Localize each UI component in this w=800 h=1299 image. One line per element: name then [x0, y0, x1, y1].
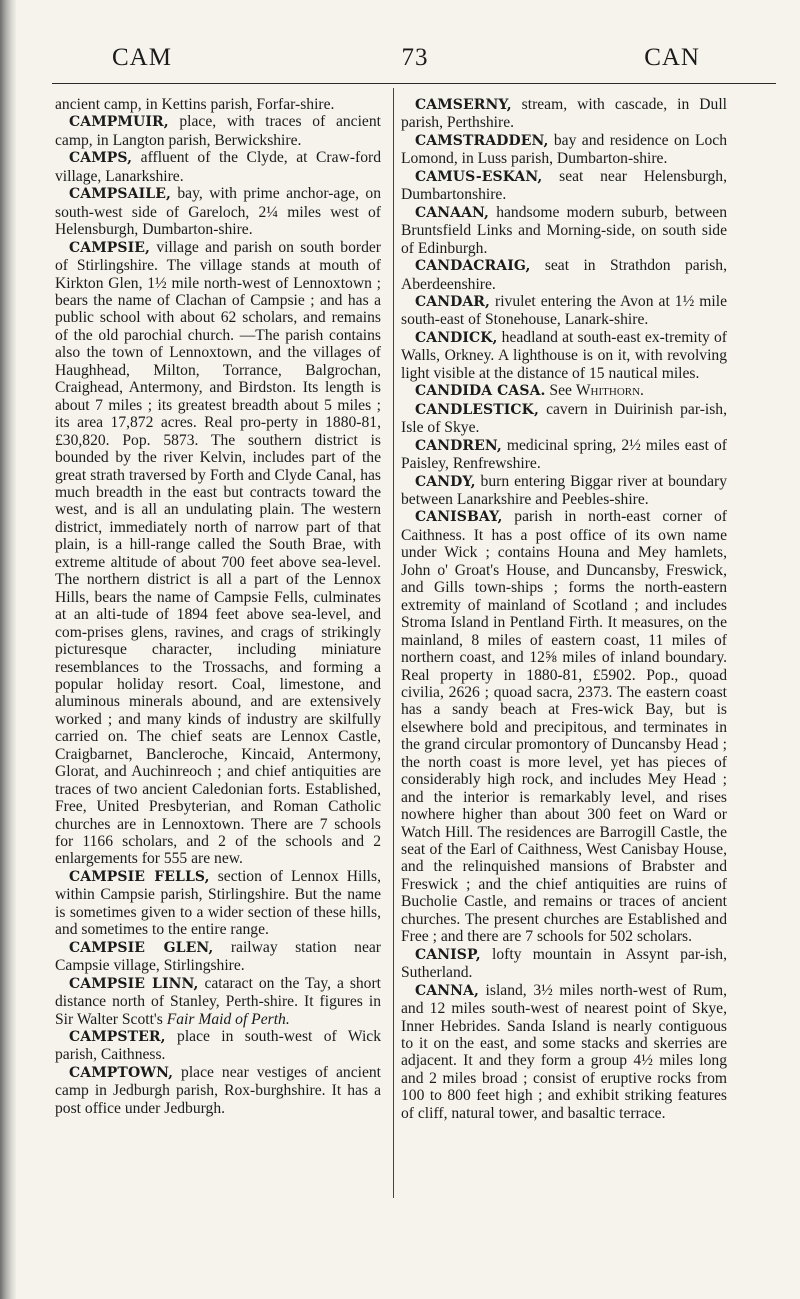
- header-last-word: CAN: [644, 44, 700, 71]
- entry-text: rivulet entering the Avon at 1½ mile south-east of Stonehouse, Lanark-shire.: [401, 292, 727, 329]
- entry-cross-reference: Whithorn.: [575, 382, 644, 400]
- entry-headword: CANAAN,: [415, 204, 490, 221]
- gazetteer-entry: [401, 257, 727, 293]
- left-column: [55, 96, 381, 1117]
- header-first-word: CAM: [112, 44, 172, 71]
- entry-headword: CAMPSIE FELLS,: [69, 868, 210, 885]
- gazetteer-entry: [401, 293, 727, 329]
- entry-headword: CAMUS-ESKAN,: [415, 168, 543, 185]
- entry-text: medicinal spring, 2½ miles east of Paisley, Renfrewshire.: [401, 436, 727, 473]
- entry-text: seat in Strathdon parish, Aberdeenshire.: [401, 257, 727, 293]
- entry-headword: CAMPS,: [69, 150, 133, 167]
- entry-headword: CANNA,: [415, 982, 479, 999]
- entry-headword: CAMPSAILE,: [69, 186, 171, 203]
- entry-headword: CAMPSIE GLEN,: [69, 939, 214, 956]
- gazetteer-entry: [55, 149, 381, 185]
- entry-text: affluent of the Clyde, at Craw-ford village, Lanarkshire.: [55, 149, 381, 185]
- entry-text: cavern in Duirinish par-ish, Isle of Skye.: [401, 400, 727, 437]
- entry-italic-title: Fair Maid of Perth.: [166, 1010, 290, 1028]
- gazetteer-entry: [401, 382, 727, 400]
- gazetteer-entry: [55, 1028, 381, 1064]
- entry-text: village and parish on south border of Stirlingshire. The village stands at mouth of Kirkton Glen, 1½ mile north-west of Lennoxtown ; bears the name of Clachan of Campsie ; and has a public school with about 62 scholars, and remains of the old parochial church. —The parish contains also the town of Lennoxtown, and the villages of Haughhead, Milton, Torrance, Balgrochan, Craighead, Antermony, and Birdston. Its length is about 7 miles ; its greatest breadth about 5 miles ; its area 17,872 acres. Real pro-perty in 1880-81, £30,820. Pop. 5873. The southern district is bounded by the river Kelvin, includes part of the great strath traversed by Forth and Clyde Canal, has much breadth in the east but contracts toward the west, and is all an undulating plain. The western district, immediately north of narrow part of that plain, is a hill-range called the South Brae, with extreme altitude of about 700 feet above sea-level. The northern district is all a part of the Lennox Hills, bears the name of Campsie Fells, culminates at an alti-tude of 1894 feet above sea-level, and com-prises glens, ravines, and crags of strikingly picturesque character, including miniature resemblances to the Trossachs, and forming a popular holiday resort. Coal, limestone, and aluminous minerals abound, and are extensively worked ; and many kinds of industry are skilfully carried on. The chief seats are Lennox Castle, Craigbarnet, Bancleroche, Kincaid, Antermony, Glorat, and Auchinreoch ; and chief antiquities are traces of two ancient Caledonian forts. Established, Free, United Presbyterian, and Roman Catholic churches are in Lennoxtown. There are 7 schools for 1166 scholars, and 2 of the schools and 2 enlargements for 555 are new.: [55, 238, 381, 868]
- gazetteer-entry: [55, 185, 381, 238]
- column-divider: [393, 88, 394, 1198]
- entry-headword: CAMPSIE LINN,: [69, 975, 199, 992]
- book-binding-edge: [0, 0, 16, 1299]
- entry-text: ancient camp, in Kettins parish, Forfar-shire.: [55, 96, 335, 113]
- gazetteer-entry: [401, 946, 727, 982]
- header-rule: [52, 83, 776, 84]
- entry-text: seat near Helensburgh, Dumbartonshire.: [401, 167, 727, 204]
- entry-text: island, 3½ miles north-west of Rum, and 12 miles south-west of nearest point of Skye, Inner Hebrides. Sanda Island is nearly contiguous to it on the east, and some stacks and skerries are adjacent. It and they form a group 4½ miles long and 2 miles broad ; consist of eruptive rocks from 100 to 800 feet high ; and exhibit striking features of cliff, natural tower, and basaltic terrace.: [401, 981, 727, 1122]
- gazetteer-entry: [401, 473, 727, 509]
- gazetteer-entry: [401, 96, 727, 132]
- entry-text: headland at south-east ex-tremity of Walls, Orkney. A lighthouse is on it, with revolving light visible at the distance of 15 nautical miles.: [401, 328, 727, 382]
- entry-headword: CAMSTRADDEN,: [415, 132, 549, 149]
- gazetteer-entry: [55, 113, 381, 149]
- entry-text: stream, with cascade, in Dull parish, Perthshire.: [401, 96, 727, 132]
- entry-headword: CANDICK,: [415, 329, 498, 346]
- entry-headword: CAMSERNY,: [415, 97, 512, 113]
- right-column: [401, 96, 727, 1122]
- running-header: [90, 44, 740, 78]
- entry-headword: CANDREN,: [415, 437, 502, 454]
- entry-headword: CANISP,: [415, 946, 481, 963]
- entry-text: cataract on the Tay, a short distance north of Stanley, Perth-shire. It figures in Sir Walter Scott's: [55, 974, 382, 1028]
- gazetteer-entry: [401, 132, 727, 168]
- entry-text: parish in north-east corner of Caithness. It has a post office of its own name under Wick ; contains Houna and Mey hamlets, John o' Groat's House, and Duncansby, Freswick, and Gills town-ships ; forms the north-eastern extremity of mainland of Scotland ; and includes Stroma Island in Pentland Firth. It measures, on the mainland, 8 miles of eastern coast, 11 miles of northern coast, and 12⅝ miles of inland boundary. Real property in 1880-81, £5902. Pop., quoad civilia, 2626 ; quoad sacra, 2373. The eastern coast has a sandy beach at Fres-wick Bay, but is elsewhere bold and precipitous, and terminates in the grand circular promontory of Duncansby Head ; the north coast is more level, yet has pieces of considerably high rock, and includes Mey Head ; and the interior is remarkably level, and rises nowhere higher than about 300 feet on Ward or Watch Hill. The residences are Barrogill Castle, the seat of the Earl of Caithness, West Canisbay House, and the relinquished mansions of Brabster and Freswick ; and the chief antiquities are ruins of Bucholie Castle, and remains or traces of ancient churches. The present churches are Established and Free ; and there are 7 schools for 502 scholars.: [401, 508, 727, 946]
- entry-text: See: [545, 382, 576, 400]
- gazetteer-entry: [55, 975, 381, 1028]
- gazetteer-entry: [401, 401, 727, 437]
- gazetteer-entry: [55, 96, 381, 113]
- gazetteer-entry: [401, 329, 727, 382]
- gazetteer-entry: [55, 1064, 381, 1117]
- page-number: 73: [401, 44, 429, 71]
- entry-text: railway station near Campsie village, Stirlingshire.: [55, 938, 381, 975]
- entry-headword: CANDY,: [415, 473, 476, 490]
- entry-text: bay and residence on Loch Lomond, in Luss parish, Dumbarton-shire.: [401, 131, 727, 168]
- gazetteer-entry: [55, 868, 381, 939]
- entry-text: place in south-west of Wick parish, Caithness.: [55, 1028, 381, 1064]
- entry-text: place, with traces of ancient camp, in Langton parish, Berwickshire.: [55, 113, 381, 149]
- entry-headword: CANISBAY,: [415, 509, 503, 526]
- entry-headword: CAMPMUIR,: [69, 114, 169, 131]
- gazetteer-entry: [401, 204, 727, 257]
- entry-headword: CAMPSIE,: [69, 239, 151, 256]
- entry-text: burn entering Biggar river at boundary between Lanarkshire and Peebles-shire.: [401, 472, 727, 508]
- gazetteer-entry: [55, 939, 381, 975]
- entry-headword: CANDAR,: [415, 293, 491, 310]
- gazetteer-entry: [55, 239, 381, 868]
- gazetteer-entry: [401, 437, 727, 473]
- entry-headword: CANDIDA CASA.: [415, 383, 546, 400]
- entry-headword: CAMPTOWN,: [69, 1064, 174, 1081]
- entry-text: bay, with prime anchor-age, on south-west side of Gareloch, 2¼ miles west of Helensburgh, Dumbarton-shire.: [55, 185, 381, 239]
- entry-text: handsome modern suburb, between Bruntsfield Links and Morning-side, on south side of Edinburgh.: [401, 203, 727, 257]
- entry-text: place near vestiges of ancient camp in Jedburgh parish, Rox-burghshire. It has a post office under Jedburgh.: [55, 1063, 381, 1117]
- gazetteer-entry: [401, 168, 727, 204]
- entry-headword: CAMPSTER,: [69, 1029, 166, 1046]
- entry-text: section of Lennox Hills, within Campsie parish, Stirlingshire. But the name is sometimes given to a wider section of these hills, and sometimes to the entire range.: [55, 867, 381, 939]
- entry-text: lofty mountain in Assynt par-ish, Sutherland.: [401, 945, 727, 982]
- gazetteer-entry: [401, 508, 727, 945]
- gazetteer-entry: [401, 982, 727, 1123]
- entry-headword: CANDACRAIG,: [415, 258, 531, 275]
- entry-headword: CANDLESTICK,: [415, 401, 539, 418]
